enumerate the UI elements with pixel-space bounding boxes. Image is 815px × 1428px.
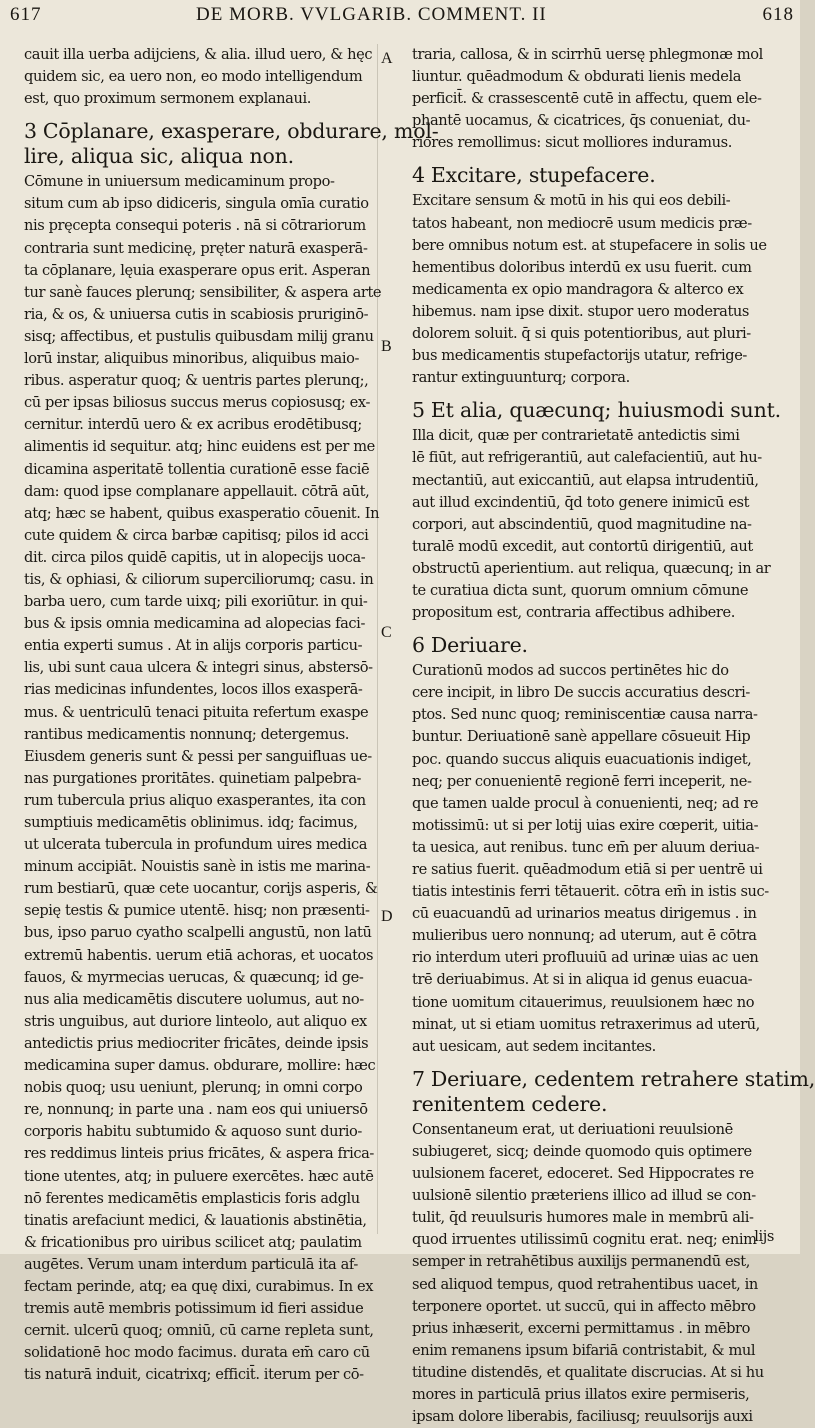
page-number-left: 617	[10, 4, 42, 25]
text-line: nis pręcepta consequi poteris . nā si cōtrariorum	[24, 217, 366, 235]
section-heading	[412, 633, 774, 658]
text-line: rantur extinguunturq; corpora.	[412, 369, 630, 387]
text-line: rum tubercula prius aliquo exasperantes, ita con	[24, 791, 366, 809]
text-line: tione uomitum citauerimus, reuulsionem hæc no	[412, 993, 755, 1011]
text-line: antedictis prius mediocriter fricātes, deinde ipsis	[24, 1034, 369, 1052]
text-line: semper in retrahētibus auxilijs permanendū est,	[412, 1253, 750, 1271]
text-line: quod irruentes utilissimū cognitu erat. neq; enim	[412, 1231, 757, 1249]
text-line: situm cum ab ipso didiceris, singula omīa curatio	[24, 195, 369, 213]
text-line: mus. & uentriculū tenaci pituita refertum exaspe	[24, 703, 369, 721]
text-line: quidem sic, ea uero non, eo modo intelligendum	[24, 68, 363, 86]
text-line: minat, ut si etiam uomitus retraxerimus ad uterū,	[412, 1015, 760, 1033]
paragraph	[24, 171, 382, 1386]
text-line: barba uero, cum tarde uixq; pili exoriūtur. in qui-	[24, 593, 368, 611]
text-line: tatos habeant, non mediocrē usum medicis præ-	[412, 214, 752, 232]
text-line: cū per ipsas biliosus succus merus copiosusq; ex-	[24, 394, 370, 412]
heading-line	[412, 1092, 774, 1117]
text-line: tulit, q̄d reuulsuris humores male in membrū ali-	[412, 1209, 754, 1227]
text-line: liuntur. quēadmodum & obdurati lienis medela	[412, 68, 742, 86]
text-line: cernit. ulcerū quoq; omniū, cū carne repleta sunt,	[24, 1322, 374, 1340]
text-line: cauit illa uerba adijciens, & alia. illud uero, & hęc	[24, 46, 373, 63]
section-heading	[412, 398, 781, 423]
text-line: dit. circa pilos quidē capitis, ut in alopecijs uoca-	[24, 548, 366, 566]
text-line: que tamen ualde procul à conuenienti, neq; ad re	[412, 794, 759, 812]
text-line: medicamenta ex opio mandragora & alterco ex	[412, 280, 744, 298]
text-line: riores remollimus: sicut molliores induramus.	[412, 134, 732, 152]
catchword: lijs	[754, 1228, 774, 1245]
margin-letter-a: A	[381, 50, 393, 67]
text-line: phantē uocamus, & cicatrices, q̄s conueniat, du-	[412, 112, 751, 130]
text-line: mectantiū, aut exiccantiū, aut elapsa intrudentiū,	[412, 471, 759, 489]
text-line: trē deriuabimus. At si in aliqua id genus euacua-	[412, 971, 753, 989]
text-line: dolorem soluit. q̄ si quis potentioribus, aut pluri-	[412, 325, 751, 343]
text-line: cū euacuandū ad urinarios meatus dirigemus . in	[412, 905, 757, 923]
text-line: re, nonnunq; in parte una . nam eos qui uniuersō	[24, 1101, 368, 1119]
paragraph	[412, 425, 774, 624]
text-line: lorū instar, aliquibus minoribus, aliquibus maio-	[24, 350, 360, 368]
text-line: mores in particulā prius illatos exire permiseris,	[412, 1385, 750, 1403]
text-line: Consentaneum erat, ut deriuationi reuulsionē	[412, 1120, 733, 1138]
text-line: rantibus medicamentis nonnunq; detergemus.	[24, 725, 350, 743]
text-line: dam: quod ipse complanare appellauit. cōtrā aūt,	[24, 482, 370, 500]
heading-line	[24, 119, 439, 144]
paragraph	[412, 44, 774, 154]
text-line: bere omnibus notum est. at stupefacere in solis ue	[412, 236, 767, 254]
text-line: enim remanens ipsum bifariā contristabit, & mul	[412, 1341, 756, 1359]
text-line: aut illud excindentiū, q̄d toto genere inimicū est	[412, 493, 750, 511]
text-line: subiugeret, sicq; deinde quomodo quis optimere	[412, 1142, 752, 1160]
text-line: ta cōplanare, lęuia exasperare opus erit. Asperan	[24, 261, 371, 279]
text-line: sed aliquod tempus, quod retrahentibus uacet, in	[412, 1275, 758, 1293]
text-line: lē fiūt, aut refrigerantiū, aut calefacientiū, aut hu-	[412, 449, 762, 467]
heading-line	[412, 633, 774, 658]
text-line: alimentis id sequitur. atq; hinc euidens est per me	[24, 438, 375, 456]
text-line: sisq; affectibus, et pustulis quibusdam milij granu	[24, 327, 374, 345]
text-line: Excitare sensum & motū in his qui eos debili-	[412, 192, 731, 210]
paragraph	[412, 1119, 774, 1428]
text-line: bus, ipso paruo cyatho scalpelli angustū, non latū	[24, 924, 372, 942]
heading-line	[412, 1066, 815, 1092]
text-line: minum accipiāt. Nouistis sanè in istis me marina-	[24, 858, 371, 876]
paragraph	[412, 190, 774, 389]
heading-text: Et alia, quæcunq; huiusmodi sunt.	[430, 398, 781, 423]
text-line: hibemus. nam ipse dixit. stupor uero moderatus	[412, 302, 750, 320]
text-line: rio interdum uteri profluuiū ad urinæ uias ac uen	[412, 949, 759, 967]
paragraph	[412, 660, 774, 1058]
text-line: augētes. Verum unam interdum particulā ita af-	[24, 1255, 358, 1273]
text-line: motissimū: ut si per lotij uias exire cœperit, uitia-	[412, 816, 759, 834]
text-line: atq; hæc se habent, quibus exasperatio cōuenit. In	[24, 504, 380, 522]
text-line: Curationū modos ad succos pertinētes hic do	[412, 662, 729, 680]
text-line: tinatis arefaciunt medici, & lauationis abstinētia,	[24, 1211, 367, 1229]
text-line: bus medicamentis stupefactorijs utatur, refrige-	[412, 347, 747, 365]
text-line: perficit̄. & crassescentē cutē in affectu, quem ele-	[412, 90, 762, 108]
margin-letter-c: C	[381, 624, 392, 641]
text-line: te curatiua dicta sunt, quorum omnium cōmune	[412, 581, 749, 599]
running-head	[0, 4, 800, 30]
page-number-right: 618	[762, 4, 794, 25]
text-line: cute quidem & circa barbæ capitisq; pilos id acci	[24, 526, 369, 544]
section-heading	[412, 1066, 815, 1117]
right-text-column	[412, 44, 815, 1428]
text-line: rum bestiarū, quæ cete uocantur, corijs asperis, &	[24, 880, 378, 898]
text-line: ptos. Sed nunc quoq; reminiscentiæ causa narra-	[412, 706, 758, 724]
text-line: tis, & ophiasi, & ciliorum superciliorumq; casu. in	[24, 570, 374, 588]
text-line: tis naturā induit, cicatrixq; efficit̄. iterum per cō-	[24, 1366, 364, 1384]
text-line: lis, ubi sunt caua ulcera & integri sinus, abstersō-	[24, 659, 373, 677]
text-line: ta uesica, aut renibus. tunc em̄ per aluum deriua-	[412, 838, 760, 856]
text-line: tiatis intestinis ferri tētauerit. cōtra em̄ in istis suc-	[412, 883, 769, 901]
text-line: re satius fuerit. quēadmodum etiā si per uentrē ui	[412, 861, 763, 878]
section-number: 4	[412, 163, 425, 188]
running-title: DE MORB. VVLGARIB. COMMENT. II	[196, 4, 547, 25]
text-line: obstructū aperientium. aut reliqua, quæcunq; in ar	[412, 559, 771, 577]
heading-line	[412, 398, 781, 423]
heading-text: lire, aliqua sic, aliqua non.	[24, 144, 294, 169]
section-number: 5	[412, 398, 425, 423]
heading-line	[412, 163, 774, 188]
text-line: sepię testis & pumice utentē. hisq; non præsenti-	[24, 902, 370, 920]
text-line: ipsam dolore liberabis, faciliusq; reuulsorijs auxi	[412, 1408, 753, 1426]
text-line: corpori, aut abscindentiū, quod magnitudine na-	[412, 515, 752, 533]
margin-letter-b: B	[381, 338, 392, 355]
text-line: solidationē hoc modo facimus. durata em̄ caro cū	[24, 1344, 370, 1362]
text-line: nō ferentes medicamētis emplasticis foris adglu	[24, 1189, 360, 1207]
text-line: corporis habitu subtumido & aquoso sunt durio-	[24, 1123, 362, 1141]
margin-letter-d: D	[381, 908, 393, 925]
text-line: fectam perinde, atq; ea quę dixi, curabimus. In ex	[24, 1277, 374, 1295]
text-line: prius inhæserit, excerni permittamus . in mēbro	[412, 1319, 750, 1337]
heading-text: Cōplanare, exasperare, obdurare, mol-	[42, 119, 439, 144]
text-line: dicamina asperitatē tollentia curationē esse faciē	[24, 460, 370, 478]
left-text-column	[24, 44, 439, 1386]
text-line: extremū habentis. uerum etiā achoras, et uocatos	[24, 946, 374, 964]
text-line: cernitur. interdū uero & ex acribus erodētibusq;	[24, 416, 362, 434]
text-line: res reddimus linteis prius fricātes, & aspera frica-	[24, 1145, 374, 1163]
section-heading	[412, 163, 774, 188]
text-line: titudine distendēs, et qualitate discrucias. At si hu	[412, 1363, 764, 1381]
section-number: 7	[412, 1066, 425, 1091]
text-line: entia experti sumus . At in alijs corporis particu-	[24, 637, 363, 655]
text-line: stris unguibus, aut duriore linteolo, aut aliquo ex	[24, 1012, 367, 1030]
text-line: rias medicinas infundentes, locos illos exasperā-	[24, 681, 363, 699]
text-line: traria, callosa, & in scirrhū uersę phlegmonæ mol	[412, 46, 763, 63]
text-line: mulieribus uero nonnunq; ad uterum, aut ē cōtra	[412, 927, 757, 945]
text-line: Eiusdem generis sunt & pessi per sanguifluas ue-	[24, 747, 372, 765]
text-line: tur sanè fauces plerunq; sensibiliter, & aspera arte	[24, 283, 382, 301]
text-line: tremis autē membris potissimum id fieri assidue	[24, 1300, 364, 1318]
text-line: uulsionē silentio præteriens illico ad illud se con-	[412, 1187, 756, 1205]
text-line: contraria sunt medicinę, pręter naturā exasperā-	[24, 239, 368, 257]
text-line: & fricationibus pro uiribus scilicet atq; paulatim	[24, 1233, 362, 1251]
section-heading	[24, 119, 439, 169]
heading-text: Excitare, stupefacere.	[430, 163, 656, 188]
text-line: sumptiuis medicamētis oblinimus. idq; facimus,	[24, 814, 358, 831]
column-gutter-rule	[377, 44, 378, 1234]
paragraph	[24, 44, 372, 110]
text-line: est, quo proximum sermonem explanaui.	[24, 90, 311, 108]
text-line: poc. quando succus aliquis euacuationis indiget,	[412, 750, 752, 768]
text-line: terponere oportet. ut succū, qui in affecto mēbro	[412, 1297, 756, 1315]
text-line: Illa dicit, quæ per contrarietatē antedictis simi	[412, 427, 740, 445]
text-line: turalē modū excedit, aut contortū dirigentiū, aut	[412, 537, 753, 555]
text-line: nas purgationes proritātes. quinetiam palpebra-	[24, 769, 362, 787]
text-line: ria, & os, & uniuersa cutis in scabiosis pruriginō-	[24, 305, 369, 323]
text-line: Cōmune in uniuersum medicaminum propo-	[24, 173, 335, 191]
text-line: ut ulcerata tubercula in profundum uires medica	[24, 836, 368, 854]
text-line: propositum est, contraria affectibus adhibere.	[412, 604, 735, 622]
text-line: medicamina super damus. obdurare, mollire: hæc	[24, 1057, 376, 1075]
section-number: 6	[412, 633, 425, 658]
text-line: neq; per conuenientē regionē ferri inceperit, ne-	[412, 772, 752, 790]
text-line: nus alia medicamētis discutere uolumus, aut no-	[24, 990, 364, 1008]
text-line: aut uesicam, aut sedem incitantes.	[412, 1037, 656, 1055]
text-line: fauos, & myrmecias uerucas, & quæcunq; id ge-	[24, 968, 364, 986]
text-line: uulsionem faceret, edoceret. Sed Hippocrates re	[412, 1165, 754, 1183]
heading-text: Deriuare, cedentem retrahere statim,	[430, 1066, 815, 1091]
text-line: nobis quoq; usu ueniunt, plerunq; in omni corpo	[24, 1079, 363, 1097]
text-line: hementibus doloribus interdū ex usu fuerit. cum	[412, 258, 752, 276]
heading-text: renitentem cedere.	[412, 1091, 608, 1116]
text-line: bus & ipsis omnia medicamina ad alopecias faci-	[24, 615, 365, 633]
text-line: buntur. Deriuationē sanè appellare cōsueuit Hip	[412, 728, 751, 746]
heading-line	[24, 144, 372, 169]
text-line: ribus. asperatur quoq; & uentris partes plerunq;,	[24, 372, 369, 390]
section-number: 3	[24, 119, 37, 144]
text-line: tione utentes, atq; in puluere exercētes. hæc autē	[24, 1167, 374, 1185]
text-line: cere incipit, in libro De succis accuratius descri-	[412, 684, 750, 702]
heading-text: Deriuare.	[430, 633, 528, 658]
